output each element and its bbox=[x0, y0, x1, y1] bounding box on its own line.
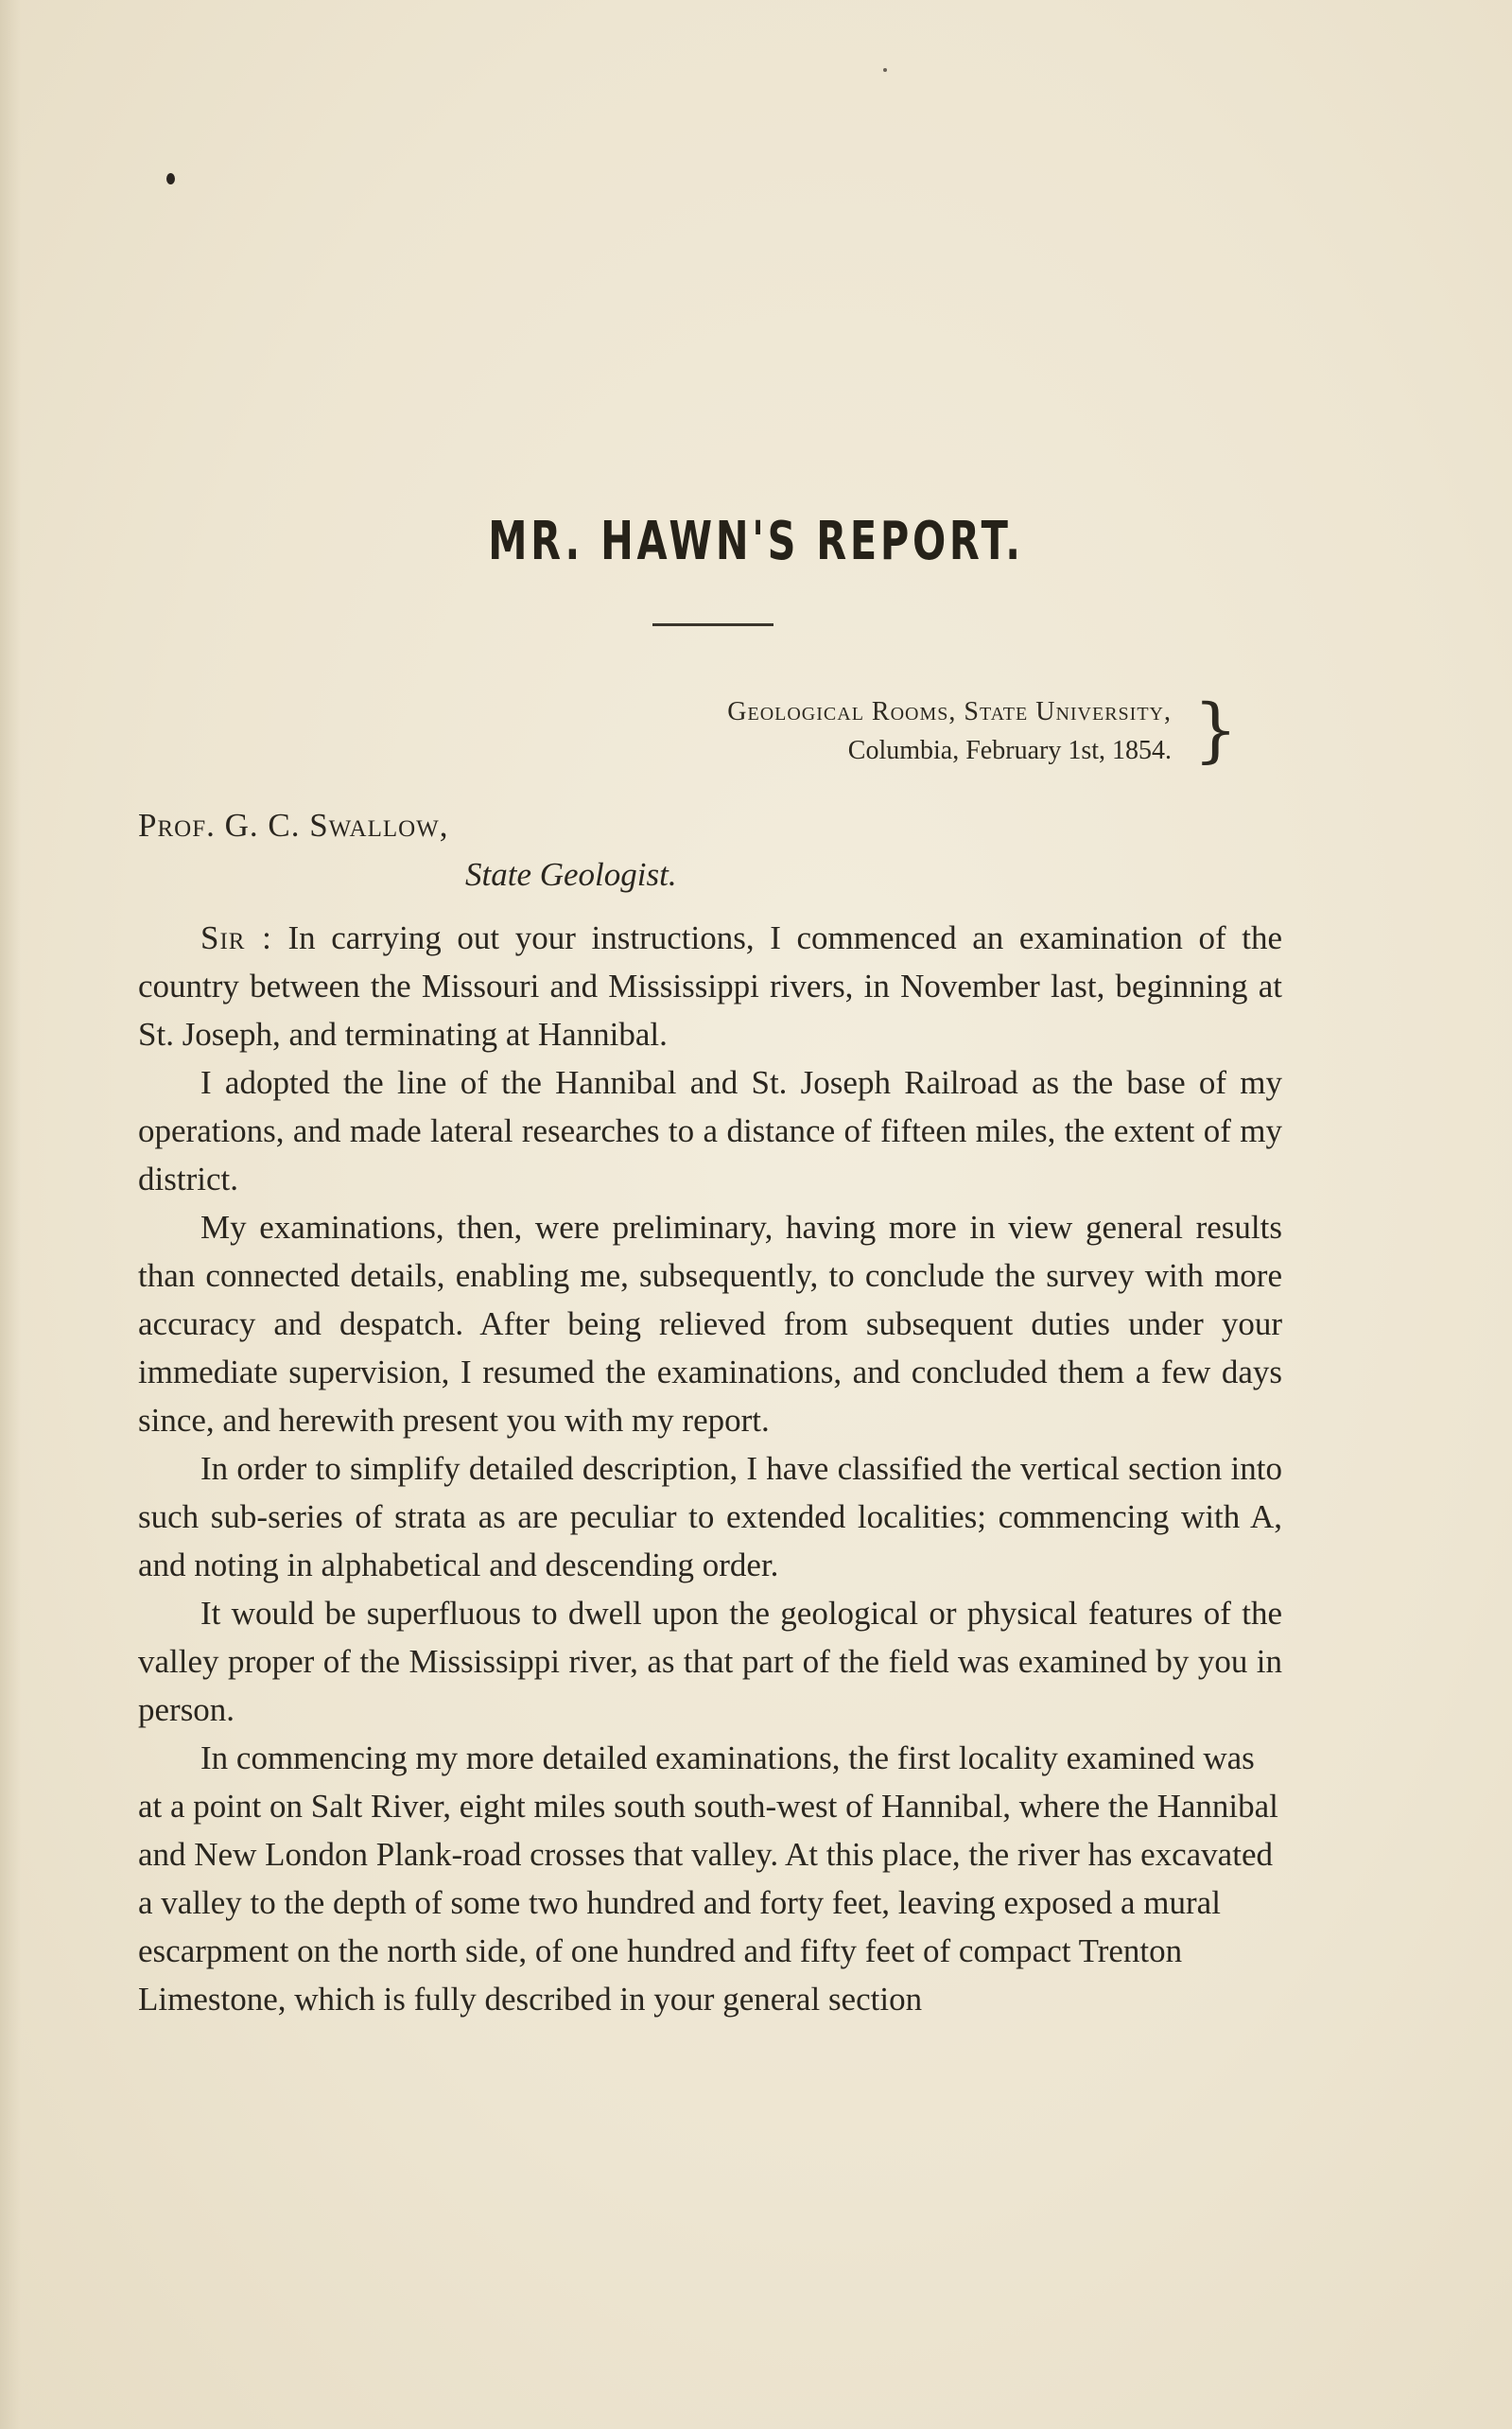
paragraph: My examinations, then, were preliminary, having more in view general results than connected details, enabling me, subsequently, to conclude the survey with more accuracy and despatch. After being relieved from subsequent duties under your immediate supervision, I resumed the examinations, and concluded them a few days since, and herewith present you with my report. bbox=[138, 1209, 1282, 1439]
dateline-place: Geological Rooms, State University, bbox=[727, 697, 1172, 726]
title-rule bbox=[652, 623, 773, 626]
ink-speck bbox=[166, 173, 175, 184]
page-fold-shadow bbox=[0, 0, 21, 2429]
dateline-date: Columbia, February 1st, 1854. bbox=[847, 736, 1172, 765]
paragraph bbox=[138, 914, 1282, 1058]
ink-speck bbox=[883, 68, 887, 72]
paragraph: In commencing my more detailed examinations, the first locality examined was at a point on Salt River, eight miles south south-west of Hannibal, where the Hannibal and New London Plank-road crosses that valley. At this place, the river has excavated a valley to the depth of some two hundred and forty feet, leaving exposed a mural escarpment on the north side, of one hundred and fifty feet of compact Trenton Limestone, which is fully described in your general section bbox=[138, 1739, 1278, 2018]
addressee-role: State Geologist. bbox=[465, 856, 677, 893]
salutation: Sir : bbox=[200, 919, 272, 956]
report-title: MR. HAWN'S REPORT. bbox=[488, 511, 1024, 572]
dateline bbox=[535, 692, 1178, 770]
letter-body bbox=[138, 914, 1282, 2023]
addressee-name: Prof. G. C. Swallow, bbox=[138, 807, 449, 844]
dateline-brace: } bbox=[1193, 690, 1239, 771]
paragraph: I adopted the line of the Hannibal and St. Joseph Railroad as the base of my operations, and made lateral researches to a distance of fifteen miles, the extent of my district. bbox=[138, 1064, 1282, 1197]
paragraph: In order to simplify detailed description, I have classified the vertical section into such sub-series of strata as are peculiar to extended localities; commencing with A, and noting in alphabetical and descending order. bbox=[138, 1450, 1282, 1583]
addressee bbox=[138, 801, 677, 900]
paragraph-text: In carrying out your instructions, I commenced an examination of the country between the Missouri and Mississippi rivers, in November last, beginning at St. Joseph, and terminating at Hannibal. bbox=[138, 919, 1282, 1053]
paragraph: It would be superfluous to dwell upon the geological or physical features of the valley proper of the Mississippi river, as that part of the field was examined by you in person. bbox=[138, 1595, 1282, 1728]
